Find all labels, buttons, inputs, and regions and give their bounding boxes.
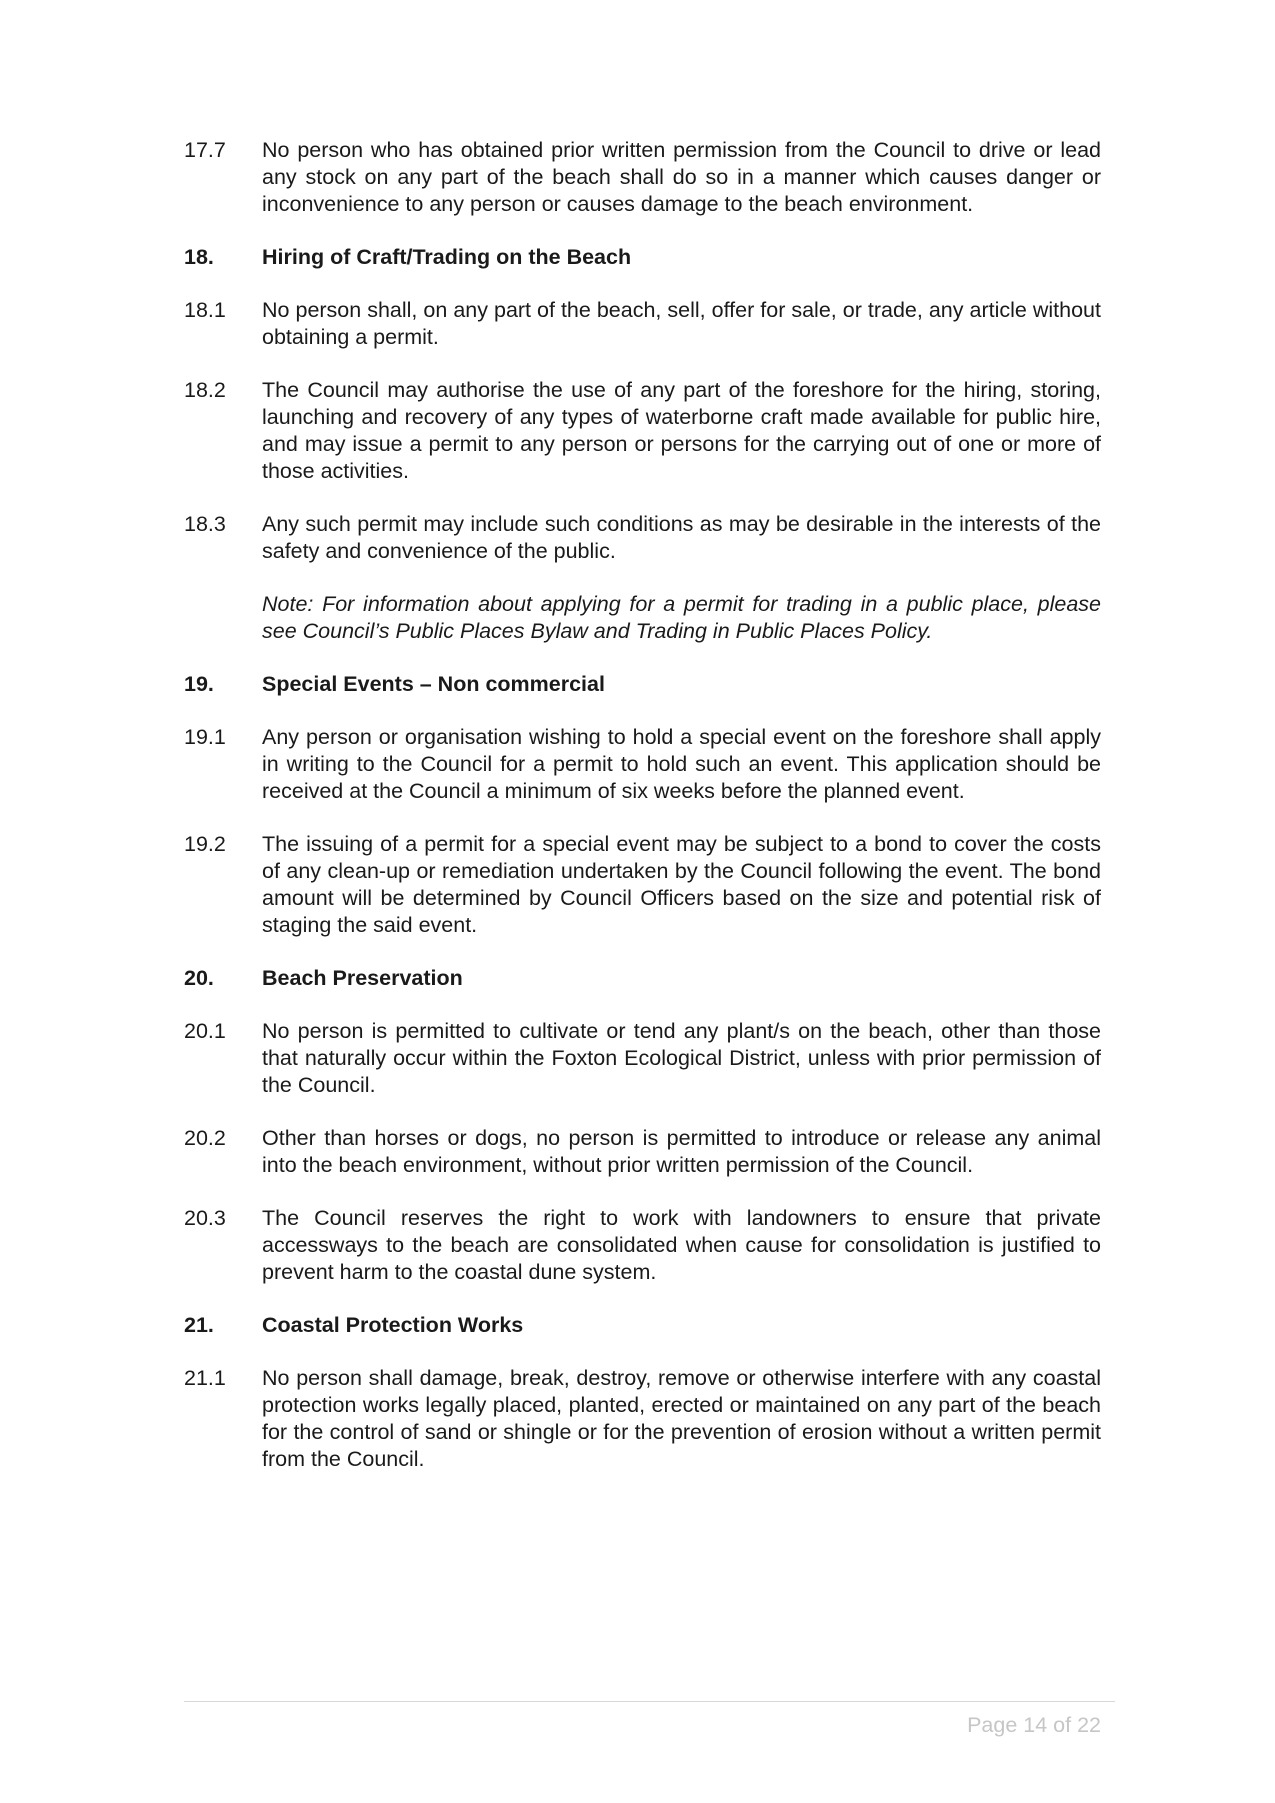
clause-20-3	[184, 1205, 1101, 1286]
clause-text: No person shall, on any part of the beach, sell, offer for sale, or trade, any article without obtaining a permit.	[262, 298, 1101, 349]
section-title: Hiring of Craft/Trading on the Beach	[262, 245, 632, 269]
clause-number: 20.3	[184, 1206, 226, 1230]
clause-number: 18.2	[184, 378, 226, 402]
section-number: 20.	[184, 966, 214, 990]
clause-number: 19.1	[184, 725, 226, 749]
page-number: Page 14 of 22	[967, 1713, 1101, 1737]
clause-17-7	[184, 137, 1101, 218]
clause-number	[184, 591, 262, 645]
section-21-heading	[184, 1312, 1101, 1339]
clause-number: 18.3	[184, 512, 226, 536]
clause-20-1	[184, 1018, 1101, 1099]
clause-text: Other than horses or dogs, no person is permitted to introduce or release any animal into the beach environment, without prior written permission of the Council.	[262, 1126, 1101, 1177]
section-title: Coastal Protection Works	[262, 1313, 524, 1337]
clause-text: Any person or organisation wishing to hold a special event on the foreshore shall apply in writing to the Council for a permit to hold such an event. This application should be received at the Council a minimum of six weeks before the planned event.	[262, 725, 1101, 803]
clause-number: 21.1	[184, 1366, 226, 1390]
clause-text: The issuing of a permit for a special event may be subject to a bond to cover the costs of any clean-up or remediation undertaken by the Council following the event. The bond amount will be determined by Council Officers based on the size and potential risk of staging the said event.	[262, 832, 1101, 937]
note-text: Note: For information about applying for a permit for trading in a public place, please see Council’s Public Places Bylaw and Trading in Public Places Policy.	[262, 592, 1101, 643]
section-title: Beach Preservation	[262, 966, 463, 990]
clause-text: No person who has obtained prior written permission from the Council to drive or lead any stock on any part of the beach shall do so in a manner which causes danger or inconvenience to any person or causes damage to the beach environment.	[262, 138, 1101, 216]
clause-number: 19.2	[184, 832, 226, 856]
clause-text: Any such permit may include such conditions as may be desirable in the interests of the safety and convenience of the public.	[262, 512, 1101, 563]
section-19-heading	[184, 671, 1101, 698]
clause-18-2	[184, 377, 1101, 485]
clause-number: 17.7	[184, 138, 226, 162]
clause-20-2	[184, 1125, 1101, 1179]
section-18-heading	[184, 244, 1101, 271]
document-body	[184, 137, 1101, 1499]
clause-number: 20.1	[184, 1019, 226, 1043]
section-number: 18.	[184, 245, 214, 269]
section-number: 21.	[184, 1313, 214, 1337]
clause-text: No person is permitted to cultivate or tend any plant/s on the beach, other than those that naturally occur within the Foxton Ecological District, unless with prior permission of the Council.	[262, 1019, 1101, 1097]
note-trading	[184, 591, 1101, 645]
clause-18-3	[184, 511, 1101, 565]
clause-number: 18.1	[184, 298, 226, 322]
footer-divider	[184, 1701, 1115, 1702]
clause-text: The Council reserves the right to work with landowners to ensure that private accessways to the beach are consolidated when cause for consolidation is justified to prevent harm to the coastal dune system.	[262, 1206, 1101, 1284]
clause-text: No person shall damage, break, destroy, remove or otherwise interfere with any coastal protection works legally placed, planted, erected or maintained on any part of the beach for the control of sand or shingle or for the prevention of erosion without a written permit from the Council.	[262, 1366, 1101, 1471]
clause-text: The Council may authorise the use of any part of the foreshore for the hiring, storing, launching and recovery of any types of waterborne craft made available for public hire, and may issue a permit to any person or persons for the carrying out of one or more of those activities.	[262, 378, 1101, 483]
section-title: Special Events – Non commercial	[262, 672, 605, 696]
clause-18-1	[184, 297, 1101, 351]
clause-19-2	[184, 831, 1101, 939]
section-20-heading	[184, 965, 1101, 992]
clause-19-1	[184, 724, 1101, 805]
clause-number: 20.2	[184, 1126, 226, 1150]
section-number: 19.	[184, 672, 214, 696]
clause-21-1	[184, 1365, 1101, 1473]
